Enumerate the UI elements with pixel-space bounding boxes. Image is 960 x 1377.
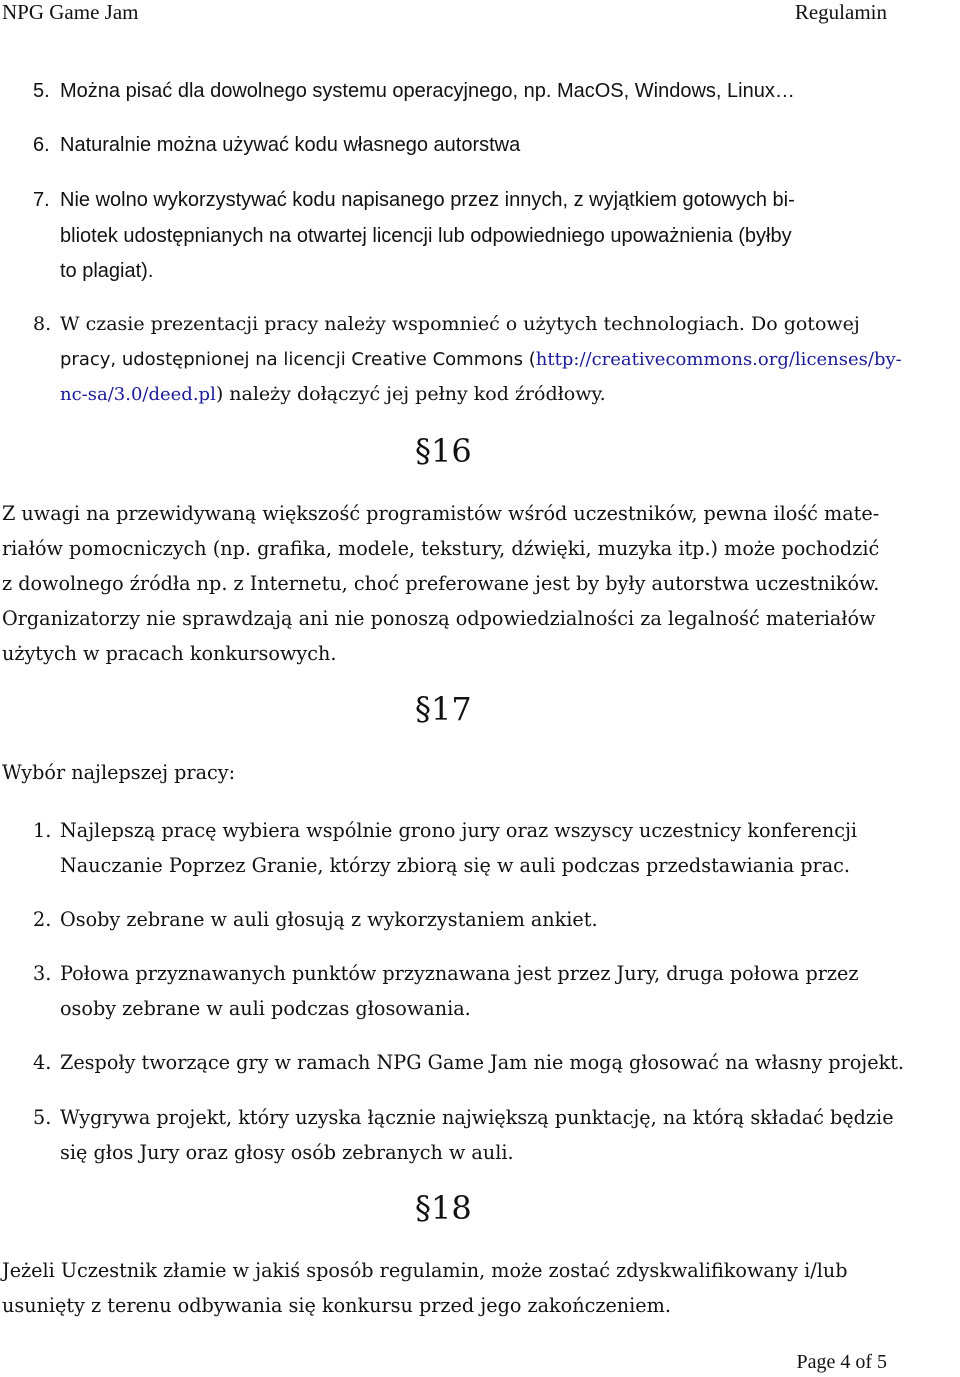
page-number: Page 4 of 5 bbox=[796, 1351, 887, 1373]
header-title: NPG Game Jam bbox=[2, 0, 139, 24]
list-item-text: W czasie prezentacji pracy należy wspomnieć o użytych technologiach. Do gotowej bbox=[60, 313, 860, 335]
list-item-number: 1. bbox=[33, 819, 52, 842]
list-item-text bbox=[60, 383, 606, 405]
paragraph-line: Jeżeli Uczestnik złamie w jakiś sposób regulamin, może zostać zdyskwalifikowany i/lub bbox=[2, 1259, 848, 1282]
license-link[interactable]: http://creativecommons.org/licenses/by- bbox=[535, 349, 902, 370]
list-item-number: 6. bbox=[33, 134, 50, 156]
section-18-title: §18 bbox=[415, 1189, 472, 1227]
section-16-title: §16 bbox=[415, 432, 472, 470]
list-item-text: Najlepszą pracę wybiera wspólnie grono jury oraz wszyscy uczestnicy konferencji bbox=[60, 819, 858, 842]
list-item-number: 2. bbox=[33, 908, 52, 931]
list-item-text bbox=[60, 348, 902, 370]
list-item-number: 8. bbox=[33, 313, 52, 335]
list-item-number: 5. bbox=[33, 80, 50, 102]
list-item-text: Nauczanie Poprzez Granie, którzy zbiorą się w auli podczas przedstawiania prac. bbox=[60, 854, 850, 877]
list-item-text: Wygrywa projekt, który uzyska łącznie największą punktację, na którą składać będzie bbox=[60, 1106, 894, 1129]
list-item-text: bliotek udostępnianych na otwartej licencji lub odpowiedniego upoważnienia (byłby bbox=[60, 225, 792, 247]
list-item-number: 3. bbox=[33, 962, 52, 985]
header-section: Regulamin bbox=[794, 0, 887, 24]
paragraph-line: Z uwagi na przewidywaną większość programistów wśród uczestników, pewna ilość mate- bbox=[2, 502, 880, 525]
item8-suffix: ) należy dołączyć jej pełny kod źródłowy. bbox=[215, 383, 606, 405]
list-item-text: Naturalnie można używać kodu własnego autorstwa bbox=[60, 134, 521, 156]
list-item-text: Można pisać dla dowolnego systemu operacyjnego, np. MacOS, Windows, Linux… bbox=[60, 80, 795, 102]
list-item-text: Nie wolno wykorzystywać kodu napisanego przez innych, z wyjątkiem gotowych bi- bbox=[60, 189, 795, 211]
license-link-cont[interactable]: nc-sa/3.0/deed.pl bbox=[60, 384, 216, 405]
list-item-text: Zespoły tworzące gry w ramach NPG Game Jam nie mogą głosować na własny projekt. bbox=[60, 1051, 905, 1074]
paragraph-line: riałów pomocniczych (np. grafika, modele, tekstury, dźwięki, muzyka itp.) może pochodzić bbox=[2, 537, 880, 560]
list-item-text: to plagiat). bbox=[60, 260, 154, 282]
section-17-title: §17 bbox=[415, 690, 472, 728]
cc-prefix: pracy, udostępnionej na licencji Creative Commons ( bbox=[60, 349, 536, 370]
paragraph-line: Organizatorzy nie sprawdzają ani nie ponoszą odpowiedzialności za legalność materiałów bbox=[2, 607, 876, 630]
paragraph-line: usunięty z terenu odbywania się konkursu przed jego zakończeniem. bbox=[2, 1294, 671, 1317]
paragraph-line: z dowolnego źródła np. z Internetu, choć preferowane jest by były autorstwa uczestników. bbox=[2, 572, 880, 595]
paragraph-line: użytych w pracach konkursowych. bbox=[2, 642, 337, 665]
list-item-text: Osoby zebrane w auli głosują z wykorzystaniem ankiet. bbox=[60, 908, 598, 931]
list-item-number: 4. bbox=[33, 1051, 52, 1074]
list-item-text: się głos Jury oraz głosy osób zebranych w auli. bbox=[60, 1141, 514, 1164]
list-item-number: 7. bbox=[33, 189, 50, 211]
list-item-text: Połowa przyznawanych punktów przyznawana jest przez Jury, druga połowa przez bbox=[60, 962, 859, 985]
list-item-number: 5. bbox=[33, 1106, 52, 1129]
section-17-intro: Wybór najlepszej pracy: bbox=[2, 761, 236, 784]
list-item-text: osoby zebrane w auli podczas głosowania. bbox=[60, 997, 471, 1020]
